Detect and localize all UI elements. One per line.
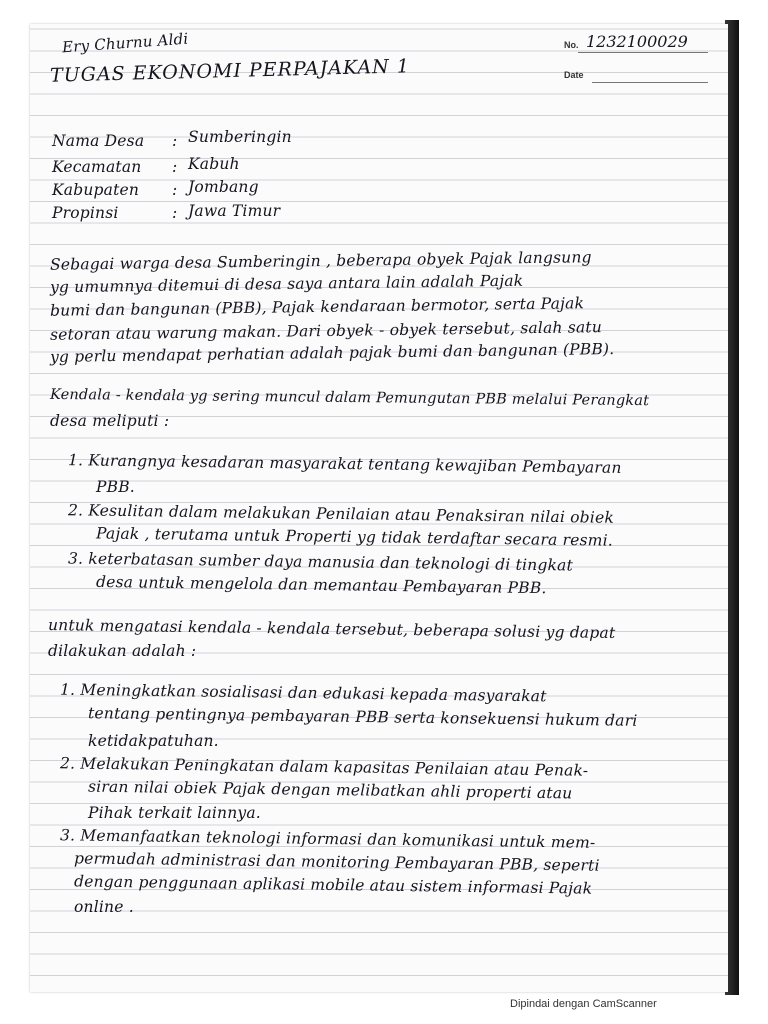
identity-sep: : — [172, 181, 178, 199]
scanner-watermark: Dipindai dengan CamScanner — [510, 998, 657, 1010]
notebook-page — [30, 24, 728, 992]
identity-value: Sumberingin — [188, 128, 292, 146]
no-value: 1232100029 — [586, 32, 688, 51]
list-item: 1. Kurangnya kesadaran masyarakat tentang kewajiban Pembayaran — [67, 451, 622, 477]
list-item: 2. Kesulitan dalam melakukan Penilaian atau Penaksiran nilai obiek — [67, 501, 615, 527]
list-item: Pajak , terutama untuk Properti yg tidak terdaftar secara resmi. — [95, 524, 614, 550]
identity-label: Kabupaten — [52, 181, 140, 199]
list-item: PBB. — [96, 478, 135, 496]
list-item: 1. Meningkatkan sosialisasi dan edukasi kepada masyarakat — [59, 680, 547, 706]
assignment-title: TUGAS EKONOMI PERPAJAKAN 1 — [49, 55, 411, 87]
text-line: yg perlu mendapat perhatian adalah pajak bumi dan bangunan (PBB). — [49, 340, 615, 366]
list-item: desa untuk mengelola dan memantau Pembayaran PBB. — [95, 572, 547, 598]
text-line: dilakukan adalah : — [48, 642, 197, 660]
identity-label: Kecamatan — [52, 158, 142, 176]
text-line: desa meliputi : — [50, 412, 170, 430]
text-line: bumi dan bangunan (PBB), Pajak kendaraan bermotor, serta Pajak — [49, 294, 585, 320]
identity-label: Propinsi — [52, 204, 119, 222]
list-item: online . — [74, 898, 134, 916]
text-line: yg umumnya ditemui di desa saya antara lain adalah Pajak — [49, 271, 524, 297]
text-line: Sebagai warga desa Sumberingin , beberapa obyek Pajak langsung — [49, 248, 592, 274]
text-line: untuk mengatasi kendala - kendala tersebut, beberapa solusi yg dapat — [47, 616, 616, 642]
list-item: permudah administrasi dan monitoring Pembayaran PBB, seperti — [73, 849, 600, 875]
author-name: Ery Churnu Aldi — [61, 29, 189, 57]
text-line: setoran atau warung makan. Dari obyek - obyek tersebut, salah satu — [49, 318, 603, 344]
list-item: siran nilai obiek Pajak dengan melibatkan ahli properti atau — [87, 777, 573, 803]
list-item: Pihak terkait lainnya. — [88, 804, 261, 822]
identity-value: Jawa Timur — [188, 202, 281, 220]
identity-sep: : — [172, 132, 178, 150]
text-line: Kendala - kendala yg sering muncul dalam Pemungutan PBB melalui Perangkat — [49, 386, 650, 410]
date-label: Date — [564, 70, 584, 80]
identity-value: Jombang — [188, 178, 259, 196]
list-item: dengan penggunaan aplikasi mobile atau sistem informasi Pajak — [73, 872, 593, 898]
date-underline — [592, 82, 708, 83]
identity-sep: : — [172, 158, 178, 176]
list-item: 3. Memanfaatkan teknologi informasi dan komunikasi untuk mem- — [59, 826, 596, 852]
list-item: 2. Melakukan Peningkatan dalam kapasitas Penilaian atau Penak- — [59, 754, 589, 780]
no-underline — [578, 52, 708, 53]
list-item: 3. keterbatasan sumber daya manusia dan teknologi di tingkat — [67, 549, 574, 575]
identity-label: Nama Desa — [52, 132, 145, 150]
list-item: tentang pentingnya pembayaran PBB serta konsekuensi hukum dari — [87, 704, 638, 730]
list-item: ketidakpatuhan. — [88, 732, 219, 750]
identity-sep: : — [172, 204, 178, 222]
no-label: No. — [564, 40, 579, 50]
identity-value: Kabuh — [188, 155, 240, 173]
